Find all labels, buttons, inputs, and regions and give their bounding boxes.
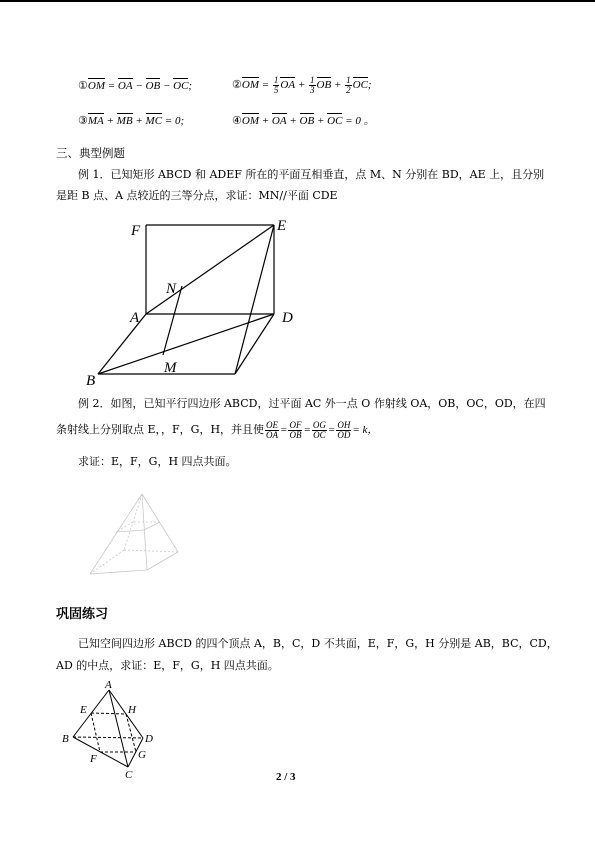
denominator: 2 [346, 85, 351, 95]
formula-1 [78, 79, 192, 93]
base-bc [147, 552, 178, 570]
vector-om: OM [87, 80, 105, 92]
example-1-line-2: 是距 B 点、A 点较近的三等分点，求证：MN//平面 CDE [56, 189, 338, 202]
full-stop: 。 [360, 115, 375, 127]
practice-line-2: AD 的中点，求证：E，F，G，H 四点共面。 [56, 659, 279, 672]
label-d: D [282, 310, 293, 326]
page-number: 2 / 3 [276, 771, 296, 783]
label-g: G [138, 749, 146, 761]
edge-cd [235, 314, 274, 374]
formula-4-number: ④ [232, 114, 242, 127]
formula-2: ②OM = $\frac{1}{5}$ OA + $\frac{1}{3}$ OB + $\frac{1}{2}$ OC; [232, 75, 372, 95]
figure-tetrahedron-diagram [58, 676, 168, 784]
edge-bd [98, 314, 274, 374]
minus-sign: − [132, 80, 146, 92]
formula-3-number: ③ [78, 114, 88, 127]
fraction-og-oc [312, 421, 327, 440]
fraction-one-half [345, 76, 352, 95]
section-ef [116, 530, 144, 532]
edge-ob [142, 494, 147, 570]
vector-oc: OC [352, 79, 368, 92]
numerator: OE [266, 420, 279, 430]
section-fg [144, 522, 160, 530]
vector-ob: OB [299, 115, 315, 127]
example-2-line-1: 例 2．如图，已知平行四边形 ABCD，过平面 AC 外一点 O 作射线 OA，OB，OC，OD，在四 [78, 397, 546, 410]
segment-hg [126, 714, 136, 752]
vector-mc: MC [145, 115, 163, 127]
label-b: B [86, 373, 96, 389]
fraction-one-fifth [273, 76, 280, 95]
edge-oc [142, 494, 178, 552]
ratio-k: = k， [352, 424, 379, 437]
figure-pyramid-diagram [84, 488, 194, 580]
numerator: 1 [310, 75, 315, 85]
section-title-typical-examples: 三、典型例题 [56, 146, 125, 160]
label-a: A [105, 679, 112, 691]
numerator: 1 [273, 75, 279, 85]
label-f: F [90, 753, 97, 765]
numerator: OF [289, 420, 302, 430]
numerator: OH [337, 420, 351, 430]
practice-line-1: 已知空间四边形 ABCD 的四个顶点 A，B，C，D 不共面，E，F，G，H 分别是 AB，BC，CD， [78, 637, 558, 650]
section-he [116, 522, 133, 532]
edge-bd [73, 737, 143, 738]
section-title-practice: 巩固练习 [56, 607, 109, 622]
fraction-of-ob [288, 421, 302, 440]
label-e: E [80, 704, 87, 716]
plus-sign: + [258, 115, 272, 127]
segment-eh [91, 713, 126, 714]
label-c: C [125, 769, 133, 781]
semicolon: ; [367, 79, 372, 92]
segment-ef [91, 713, 100, 752]
denominator: OC [313, 430, 326, 440]
vector-om: OM [241, 79, 259, 92]
vector-om: OM [241, 115, 259, 127]
denominator: 3 [310, 85, 315, 95]
vector-oc: OC [173, 80, 189, 92]
formula-4 [232, 114, 375, 128]
page-top-rule [0, 0, 595, 2]
label-f: F [131, 223, 141, 239]
vector-ma: MA [87, 115, 104, 127]
equals-zero: = 0 [342, 115, 361, 127]
vector-oa: OA [271, 115, 287, 127]
vector-ob: OB [145, 80, 161, 92]
label-b: B [62, 733, 69, 745]
minus-sign: − [160, 80, 174, 92]
label-a: A [130, 310, 140, 326]
semicolon: ; [188, 80, 193, 92]
formula-2-number: ② [232, 78, 242, 92]
base-ab [90, 570, 147, 574]
fraction-oe-oa [265, 421, 279, 440]
denominator: OA [266, 430, 279, 440]
denominator: 5 [273, 85, 279, 95]
label-m: M [164, 360, 177, 376]
formula-1-number: ① [78, 79, 88, 92]
numerator: OG [312, 420, 326, 430]
plus-sign: + [314, 115, 328, 127]
label-d: D [145, 733, 153, 745]
label-h: H [128, 704, 136, 716]
label-e: E [277, 218, 287, 234]
denominator: OB [289, 430, 302, 440]
fraction-oh-od [336, 421, 351, 440]
vector-oa: OA [280, 79, 296, 92]
base-cd [124, 550, 178, 552]
equals-zero: = 0; [162, 115, 185, 127]
figure-rectangles-diagram [78, 212, 308, 392]
plus-sign: + [286, 115, 300, 127]
equals-sign: = [104, 80, 118, 92]
plus-sign: + [132, 115, 146, 127]
edge-oa [90, 494, 142, 574]
label-n: N [166, 281, 177, 297]
vector-mb: MB [116, 115, 133, 127]
example-2-line-2: 条射线上分别取点 E，，F，G，H，并且使 $\frac{OE}{OA}$ = $\frac{OF}{OB}$ = $\frac{OG}{OC}$ = $\frac{OH}{OD}$ = k， [56, 420, 379, 440]
example-2-line-2-text: 条射线上分别取点 E，，F，G，H，并且使 [56, 423, 265, 437]
vector-oc: OC [327, 115, 343, 127]
denominator: OD [337, 430, 351, 440]
example-2-proof-statement: 求证：E，F，G，H 四点共面。 [78, 455, 237, 468]
vector-oa: OA [117, 80, 133, 92]
example-1-line-1: 例 1．已知矩形 ABCD 和 ADEF 所在的平面互相垂直，点 M、N 分别在 BD，AE 上，且分别 [78, 168, 545, 181]
numerator: 1 [346, 75, 351, 85]
edge-ac [109, 690, 128, 767]
vector-ob: OB [316, 79, 332, 92]
fraction-one-third [309, 76, 316, 95]
formula-3 [78, 114, 184, 128]
plus-sign: + [103, 115, 117, 127]
base-da [90, 550, 124, 574]
